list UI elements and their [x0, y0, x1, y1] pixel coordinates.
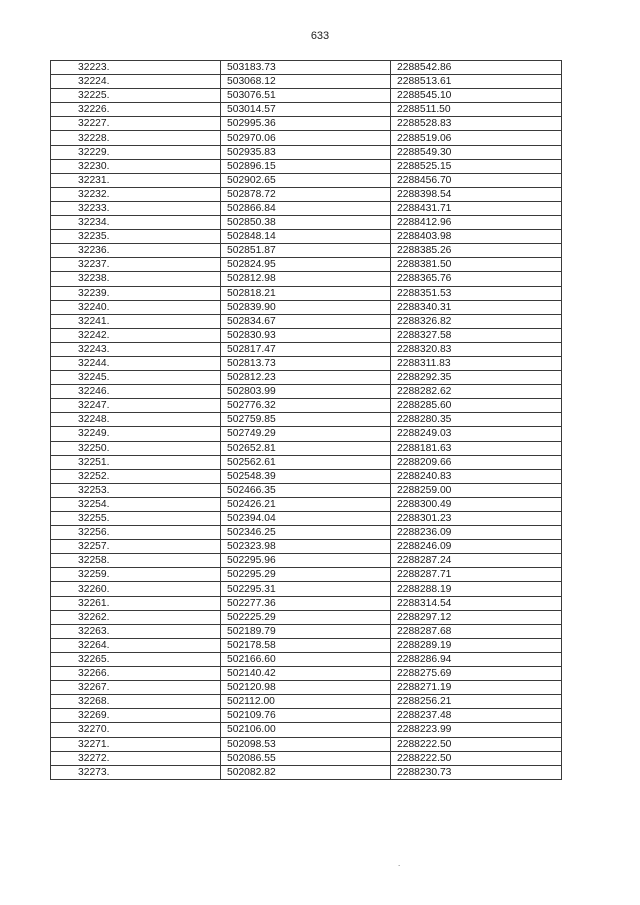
y-coordinate-cell: 2288223.99 — [391, 723, 562, 737]
point-number-cell: 32241. — [51, 314, 221, 328]
y-coordinate-cell: 2288271.19 — [391, 681, 562, 695]
table-row — [51, 314, 562, 328]
y-coordinate-cell: 2288320.83 — [391, 342, 562, 356]
x-coordinate-cell: 502851.87 — [221, 244, 391, 258]
point-number-cell: 32250. — [51, 441, 221, 455]
y-coordinate-cell: 2288230.73 — [391, 765, 562, 779]
point-number-cell: 32269. — [51, 709, 221, 723]
table-row — [51, 709, 562, 723]
x-coordinate-cell: 503068.12 — [221, 75, 391, 89]
y-coordinate-cell: 2288513.61 — [391, 75, 562, 89]
x-coordinate-cell: 502295.31 — [221, 582, 391, 596]
x-coordinate-cell: 502548.39 — [221, 469, 391, 483]
y-coordinate-cell: 2288549.30 — [391, 145, 562, 159]
y-coordinate-cell: 2288511.50 — [391, 103, 562, 117]
x-coordinate-cell: 502277.36 — [221, 596, 391, 610]
y-coordinate-cell: 2288249.03 — [391, 427, 562, 441]
table-row — [51, 371, 562, 385]
table-row — [51, 286, 562, 300]
table-row — [51, 89, 562, 103]
table-row — [51, 497, 562, 511]
x-coordinate-cell: 502812.98 — [221, 272, 391, 286]
table-row — [51, 187, 562, 201]
y-coordinate-cell: 2288286.94 — [391, 652, 562, 666]
point-number-cell: 32253. — [51, 483, 221, 497]
x-coordinate-cell: 502323.98 — [221, 540, 391, 554]
point-number-cell: 32232. — [51, 187, 221, 201]
table-row — [51, 455, 562, 469]
y-coordinate-cell: 2288236.09 — [391, 526, 562, 540]
point-number-cell: 32233. — [51, 201, 221, 215]
point-number-cell: 32252. — [51, 469, 221, 483]
point-number-cell: 32224. — [51, 75, 221, 89]
y-coordinate-cell: 2288340.31 — [391, 300, 562, 314]
point-number-cell: 32251. — [51, 455, 221, 469]
table-row — [51, 103, 562, 117]
point-number-cell: 32268. — [51, 695, 221, 709]
table-row — [51, 596, 562, 610]
y-coordinate-cell: 2288288.19 — [391, 582, 562, 596]
table-row — [51, 554, 562, 568]
y-coordinate-cell: 2288300.49 — [391, 497, 562, 511]
point-number-cell: 32240. — [51, 300, 221, 314]
y-coordinate-cell: 2288222.50 — [391, 751, 562, 765]
y-coordinate-cell: 2288292.35 — [391, 371, 562, 385]
y-coordinate-cell: 2288311.83 — [391, 356, 562, 370]
table-row — [51, 652, 562, 666]
point-number-cell: 32223. — [51, 61, 221, 75]
point-number-cell: 32238. — [51, 272, 221, 286]
coordinates-table — [50, 60, 562, 780]
table-row — [51, 695, 562, 709]
point-number-cell: 32257. — [51, 540, 221, 554]
table-row — [51, 723, 562, 737]
table-row — [51, 667, 562, 681]
y-coordinate-cell: 2288280.35 — [391, 413, 562, 427]
point-number-cell: 32256. — [51, 526, 221, 540]
table-row — [51, 385, 562, 399]
point-number-cell: 32244. — [51, 356, 221, 370]
x-coordinate-cell: 502120.98 — [221, 681, 391, 695]
x-coordinate-cell: 502995.36 — [221, 117, 391, 131]
point-number-cell: 32264. — [51, 638, 221, 652]
table-row — [51, 272, 562, 286]
y-coordinate-cell: 2288209.66 — [391, 455, 562, 469]
y-coordinate-cell: 2288289.19 — [391, 638, 562, 652]
x-coordinate-cell: 502346.25 — [221, 526, 391, 540]
table-row — [51, 173, 562, 187]
table-row — [51, 145, 562, 159]
x-coordinate-cell: 502394.04 — [221, 512, 391, 526]
point-number-cell: 32271. — [51, 737, 221, 751]
y-coordinate-cell: 2288275.69 — [391, 667, 562, 681]
y-coordinate-cell: 2288525.15 — [391, 159, 562, 173]
point-number-cell: 32259. — [51, 568, 221, 582]
x-coordinate-cell: 503076.51 — [221, 89, 391, 103]
x-coordinate-cell: 502466.35 — [221, 483, 391, 497]
x-coordinate-cell: 503183.73 — [221, 61, 391, 75]
y-coordinate-cell: 2288365.76 — [391, 272, 562, 286]
y-coordinate-cell: 2288398.54 — [391, 187, 562, 201]
point-number-cell: 32226. — [51, 103, 221, 117]
x-coordinate-cell: 502112.00 — [221, 695, 391, 709]
x-coordinate-cell: 502295.29 — [221, 568, 391, 582]
table-row — [51, 399, 562, 413]
point-number-cell: 32235. — [51, 230, 221, 244]
x-coordinate-cell: 502140.42 — [221, 667, 391, 681]
x-coordinate-cell: 502878.72 — [221, 187, 391, 201]
y-coordinate-cell: 2288385.26 — [391, 244, 562, 258]
point-number-cell: 32263. — [51, 624, 221, 638]
y-coordinate-cell: 2288542.86 — [391, 61, 562, 75]
table-row — [51, 244, 562, 258]
table-row — [51, 230, 562, 244]
y-coordinate-cell: 2288287.68 — [391, 624, 562, 638]
table-row — [51, 441, 562, 455]
y-coordinate-cell: 2288285.60 — [391, 399, 562, 413]
table-row — [51, 75, 562, 89]
point-number-cell: 32225. — [51, 89, 221, 103]
table-row — [51, 610, 562, 624]
point-number-cell: 32246. — [51, 385, 221, 399]
table-row — [51, 201, 562, 215]
point-number-cell: 32270. — [51, 723, 221, 737]
table-row — [51, 737, 562, 751]
point-number-cell: 32230. — [51, 159, 221, 173]
x-coordinate-cell: 502896.15 — [221, 159, 391, 173]
point-number-cell: 32237. — [51, 258, 221, 272]
y-coordinate-cell: 2288256.21 — [391, 695, 562, 709]
point-number-cell: 32231. — [51, 173, 221, 187]
x-coordinate-cell: 502098.53 — [221, 737, 391, 751]
x-coordinate-cell: 502106.00 — [221, 723, 391, 737]
table-row — [51, 61, 562, 75]
point-number-cell: 32258. — [51, 554, 221, 568]
table-row — [51, 526, 562, 540]
y-coordinate-cell: 2288327.58 — [391, 328, 562, 342]
table-row — [51, 765, 562, 779]
x-coordinate-cell: 502776.32 — [221, 399, 391, 413]
y-coordinate-cell: 2288240.83 — [391, 469, 562, 483]
point-number-cell: 32260. — [51, 582, 221, 596]
point-number-cell: 32247. — [51, 399, 221, 413]
table-row — [51, 427, 562, 441]
point-number-cell: 32239. — [51, 286, 221, 300]
point-number-cell: 32273. — [51, 765, 221, 779]
point-number-cell: 32267. — [51, 681, 221, 695]
point-number-cell: 32272. — [51, 751, 221, 765]
point-number-cell: 32227. — [51, 117, 221, 131]
table-row — [51, 131, 562, 145]
footer-mark: . — [398, 859, 401, 868]
x-coordinate-cell: 502426.21 — [221, 497, 391, 511]
y-coordinate-cell: 2288431.71 — [391, 201, 562, 215]
x-coordinate-cell: 502818.21 — [221, 286, 391, 300]
x-coordinate-cell: 502109.76 — [221, 709, 391, 723]
table-row — [51, 413, 562, 427]
y-coordinate-cell: 2288287.24 — [391, 554, 562, 568]
x-coordinate-cell: 502652.81 — [221, 441, 391, 455]
table-row — [51, 751, 562, 765]
y-coordinate-cell: 2288282.62 — [391, 385, 562, 399]
x-coordinate-cell: 502848.14 — [221, 230, 391, 244]
table-row — [51, 159, 562, 173]
point-number-cell: 32266. — [51, 667, 221, 681]
point-number-cell: 32262. — [51, 610, 221, 624]
y-coordinate-cell: 2288287.71 — [391, 568, 562, 582]
x-coordinate-cell: 502935.83 — [221, 145, 391, 159]
x-coordinate-cell: 502082.82 — [221, 765, 391, 779]
point-number-cell: 32254. — [51, 497, 221, 511]
y-coordinate-cell: 2288297.12 — [391, 610, 562, 624]
table-row — [51, 638, 562, 652]
table-row — [51, 681, 562, 695]
x-coordinate-cell: 502850.38 — [221, 216, 391, 230]
table-row — [51, 342, 562, 356]
y-coordinate-cell: 2288246.09 — [391, 540, 562, 554]
x-coordinate-cell: 502803.99 — [221, 385, 391, 399]
point-number-cell: 32245. — [51, 371, 221, 385]
x-coordinate-cell: 503014.57 — [221, 103, 391, 117]
y-coordinate-cell: 2288237.48 — [391, 709, 562, 723]
x-coordinate-cell: 502812.23 — [221, 371, 391, 385]
y-coordinate-cell: 2288351.53 — [391, 286, 562, 300]
y-coordinate-cell: 2288456.70 — [391, 173, 562, 187]
x-coordinate-cell: 502817.47 — [221, 342, 391, 356]
table-row — [51, 258, 562, 272]
point-number-cell: 32265. — [51, 652, 221, 666]
y-coordinate-cell: 2288181.63 — [391, 441, 562, 455]
x-coordinate-cell: 502086.55 — [221, 751, 391, 765]
point-number-cell: 32248. — [51, 413, 221, 427]
table-row — [51, 483, 562, 497]
x-coordinate-cell: 502225.29 — [221, 610, 391, 624]
table-row — [51, 469, 562, 483]
point-number-cell: 32229. — [51, 145, 221, 159]
y-coordinate-cell: 2288222.50 — [391, 737, 562, 751]
y-coordinate-cell: 2288301.23 — [391, 512, 562, 526]
table-row — [51, 512, 562, 526]
x-coordinate-cell: 502830.93 — [221, 328, 391, 342]
point-number-cell: 32242. — [51, 328, 221, 342]
point-number-cell: 32243. — [51, 342, 221, 356]
y-coordinate-cell: 2288528.83 — [391, 117, 562, 131]
x-coordinate-cell: 502824.95 — [221, 258, 391, 272]
x-coordinate-cell: 502839.90 — [221, 300, 391, 314]
point-number-cell: 32261. — [51, 596, 221, 610]
y-coordinate-cell: 2288381.50 — [391, 258, 562, 272]
x-coordinate-cell: 502866.84 — [221, 201, 391, 215]
point-number-cell: 32228. — [51, 131, 221, 145]
x-coordinate-cell: 502834.67 — [221, 314, 391, 328]
y-coordinate-cell: 2288314.54 — [391, 596, 562, 610]
table-row — [51, 328, 562, 342]
y-coordinate-cell: 2288545.10 — [391, 89, 562, 103]
x-coordinate-cell: 502749.29 — [221, 427, 391, 441]
x-coordinate-cell: 502295.96 — [221, 554, 391, 568]
y-coordinate-cell: 2288519.06 — [391, 131, 562, 145]
y-coordinate-cell: 2288326.82 — [391, 314, 562, 328]
point-number-cell: 32255. — [51, 512, 221, 526]
point-number-cell: 32249. — [51, 427, 221, 441]
x-coordinate-cell: 502189.79 — [221, 624, 391, 638]
x-coordinate-cell: 502166.60 — [221, 652, 391, 666]
y-coordinate-cell: 2288412.96 — [391, 216, 562, 230]
table-row — [51, 624, 562, 638]
table-row — [51, 540, 562, 554]
x-coordinate-cell: 502813.73 — [221, 356, 391, 370]
table-row — [51, 356, 562, 370]
table-row — [51, 582, 562, 596]
table-row — [51, 300, 562, 314]
coordinates-table-body — [51, 61, 562, 780]
y-coordinate-cell: 2288259.00 — [391, 483, 562, 497]
point-number-cell: 32234. — [51, 216, 221, 230]
table-row — [51, 568, 562, 582]
page-number: 633 — [310, 30, 330, 42]
point-number-cell: 32236. — [51, 244, 221, 258]
y-coordinate-cell: 2288403.98 — [391, 230, 562, 244]
table-row — [51, 216, 562, 230]
x-coordinate-cell: 502759.85 — [221, 413, 391, 427]
x-coordinate-cell: 502902.65 — [221, 173, 391, 187]
table-row — [51, 117, 562, 131]
x-coordinate-cell: 502970.06 — [221, 131, 391, 145]
x-coordinate-cell: 502178.58 — [221, 638, 391, 652]
x-coordinate-cell: 502562.61 — [221, 455, 391, 469]
